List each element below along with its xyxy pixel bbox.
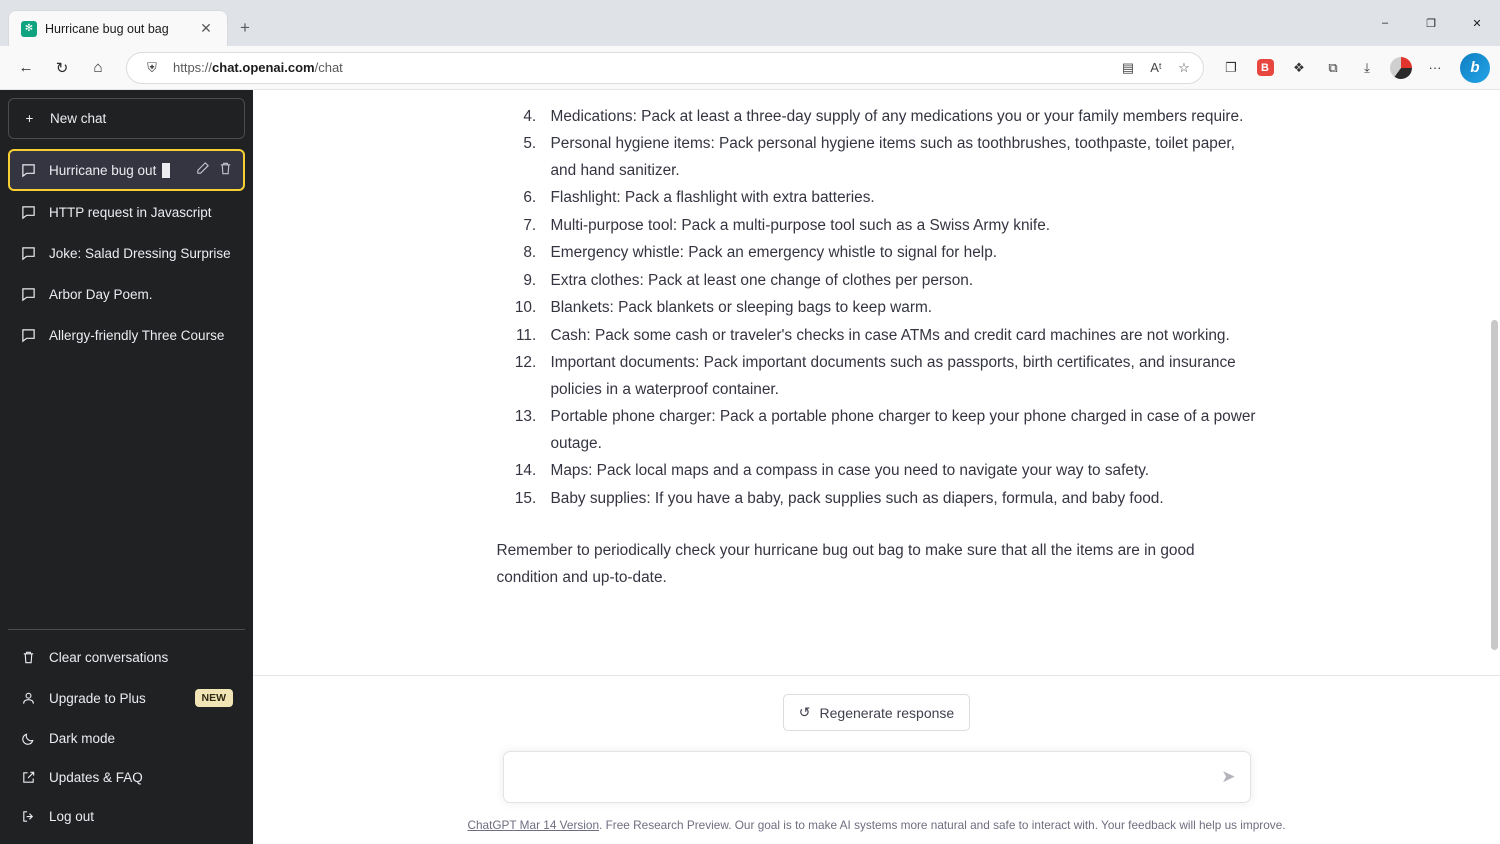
bing-chat-icon[interactable]: b: [1460, 53, 1490, 83]
chat-bubble-icon: [20, 205, 37, 220]
adblock-badge: B: [1257, 59, 1274, 76]
checklist-item: 12. Important documents: Pack important documents such as passports, birth certificates, and insurance policies in a waterproof container.: [541, 350, 1257, 403]
favorite-icon[interactable]: ☆: [1178, 59, 1190, 75]
close-window-icon[interactable]: ✕: [1472, 17, 1482, 30]
checklist-item: 11. Cash: Pack some cash or traveler's checks in case ATMs and credit card machines are not working.: [541, 323, 1257, 349]
refresh-icon: ↺: [798, 704, 811, 720]
closing-paragraph: Remember to periodically check your hurricane bug out bag to make sure that all the items are in good condition and up-to-date.: [496, 542, 1195, 586]
address-bar[interactable]: [126, 52, 1204, 84]
reading-view-icon[interactable]: ▤: [1121, 59, 1135, 75]
sidebar-item-label: Dark mode: [49, 731, 116, 746]
plus-icon: +: [25, 111, 34, 126]
adblock-extension-icon[interactable]: [1250, 53, 1280, 83]
user-icon: [20, 691, 37, 706]
external-link-icon: [20, 770, 37, 785]
sidebar-item-log-out[interactable]: [8, 797, 245, 836]
checklist-item: 4. Medications: Pack at least a three-day supply of any medications you or your family members require.: [541, 104, 1257, 130]
tab-title: Hurricane bug out bag: [45, 21, 169, 36]
site-info-icon[interactable]: ⛨: [147, 59, 157, 75]
message-input[interactable]: [518, 769, 1222, 786]
avatar: [1390, 57, 1412, 79]
page-content: [0, 90, 1500, 844]
logout-icon: [20, 809, 37, 824]
maximize-icon[interactable]: ❐: [1426, 17, 1436, 30]
url-domain: chat.openai.com: [212, 60, 315, 75]
conversation-title: Hurricane bug out: [49, 163, 183, 178]
conversation-title: Joke: Salad Dressing Surprise: [49, 246, 231, 261]
tab-favicon-icon: ✻: [21, 21, 37, 37]
footer-note-text: . Free Research Preview. Our goal is to make AI systems more natural and safe to interact with. Your feedback will help us improve.: [599, 818, 1286, 832]
sidebar-item-label: Updates & FAQ: [49, 770, 143, 785]
text-cursor: [162, 163, 170, 178]
tab-strip: [0, 0, 256, 46]
regenerate-row: [253, 694, 1500, 731]
profile-avatar-icon[interactable]: [1386, 53, 1416, 83]
checklist-item: 13. Portable phone charger: Pack a portable phone charger to keep your phone charged in case of a power outage.: [541, 404, 1257, 457]
address-bar-url: [173, 60, 1107, 75]
chat-scroll-region: [253, 90, 1500, 675]
collections-icon[interactable]: ⧉: [1328, 59, 1338, 75]
conversation-item[interactable]: [8, 193, 245, 232]
address-bar-actions: [1115, 55, 1197, 81]
status-badge: NEW: [195, 689, 234, 707]
conversation-item-active[interactable]: [8, 149, 245, 191]
sidebar-item-label: Log out: [49, 809, 95, 824]
browser-tab[interactable]: [8, 10, 228, 46]
chat-panel: [253, 90, 1500, 844]
conversation-title: Arbor Day Poem.: [49, 287, 153, 302]
conversation-title: Allergy-friendly Three Course: [49, 328, 225, 343]
sidebar-item-updates-faq[interactable]: [8, 758, 245, 797]
checklist-item: 8. Emergency whistle: Pack an emergency whistle to signal for help.: [541, 240, 1257, 266]
window-controls: [1362, 0, 1500, 46]
chat-footer: [253, 675, 1500, 844]
close-tab-icon[interactable]: ✕: [200, 20, 212, 36]
chat-bubble-icon: [20, 328, 37, 343]
url-prefix: https://: [173, 60, 213, 75]
sidebar-item-label: Clear conversations: [49, 650, 169, 665]
chat-bubble-icon: [20, 246, 37, 261]
checklist-item: 9. Extra clothes: Pack at least one change of clothes per person.: [541, 268, 1257, 294]
sidebar-item-upgrade-to-plus[interactable]: [8, 677, 245, 719]
conversation-item[interactable]: [8, 234, 245, 273]
checklist-item: 6. Flashlight: Pack a flashlight with extra batteries.: [541, 185, 1257, 211]
checklist-item: 10. Blankets: Pack blankets or sleeping bags to keep warm.: [541, 295, 1257, 321]
title-bar: [0, 0, 1500, 46]
page-scrollbar[interactable]: [1491, 320, 1498, 650]
checklist-item: 7. Multi-purpose tool: Pack a multi-purpose tool such as a Swiss Army knife.: [541, 213, 1257, 239]
send-icon[interactable]: ➤: [1221, 767, 1236, 786]
footer-note: [253, 803, 1500, 844]
extensions-puzzle-icon[interactable]: ❖: [1293, 59, 1305, 75]
minimize-icon[interactable]: –: [1381, 17, 1389, 29]
downloads-icon[interactable]: ⤓: [1364, 59, 1370, 75]
checklist-item: 14. Maps: Pack local maps and a compass in case you need to navigate your way to safety.: [541, 458, 1257, 484]
conversation-item[interactable]: [8, 275, 245, 314]
checklist: [541, 104, 1257, 512]
chat-bubble-icon: [20, 287, 37, 302]
new-chat-label: New chat: [50, 111, 107, 126]
moon-icon: [20, 731, 37, 746]
checklist-item: 15. Baby supplies: If you have a baby, pack supplies such as diapers, formula, and baby food.: [541, 486, 1257, 512]
browser-settings-icon[interactable]: ···: [1428, 60, 1442, 75]
new-tab-icon[interactable]: +: [240, 18, 250, 37]
new-chat-button[interactable]: [8, 98, 245, 139]
assistant-message: [497, 90, 1257, 591]
chat-sidebar: [0, 90, 253, 844]
chat-bubble-icon: [20, 163, 37, 178]
sidebar-item-clear-conversations[interactable]: [8, 638, 245, 677]
sidebar-item-dark-mode[interactable]: [8, 719, 245, 758]
conversation-title: HTTP request in Javascript: [49, 205, 212, 220]
read-aloud-icon[interactable]: Aᵗ: [1150, 60, 1162, 75]
delete-conversation-icon[interactable]: [218, 161, 233, 179]
message-composer[interactable]: [503, 751, 1251, 803]
regenerate-label: Regenerate response: [819, 704, 955, 721]
conversation-list: [8, 149, 245, 629]
extension-icon[interactable]: ❐: [1225, 59, 1237, 75]
trash-icon: [20, 650, 37, 665]
back-icon[interactable]: ←: [18, 59, 34, 76]
url-path: /chat: [314, 60, 343, 75]
regenerate-response-button[interactable]: [783, 694, 970, 731]
sidebar-item-label: Upgrade to Plus: [49, 690, 146, 706]
conversation-item[interactable]: [8, 316, 245, 355]
checklist-item: 5. Personal hygiene items: Pack personal hygiene items such as toothbrushes, toothpaste, toilet paper, and hand sanitizer.: [541, 131, 1257, 184]
edit-conversation-icon[interactable]: [195, 161, 210, 179]
version-link[interactable]: ChatGPT Mar 14 Version: [467, 818, 600, 832]
browser-toolbar: [0, 46, 1500, 90]
sidebar-footer: [8, 629, 245, 836]
reload-icon[interactable]: ↻: [55, 59, 69, 77]
home-icon[interactable]: ⌂: [93, 59, 103, 76]
conversation-actions: [195, 161, 233, 179]
